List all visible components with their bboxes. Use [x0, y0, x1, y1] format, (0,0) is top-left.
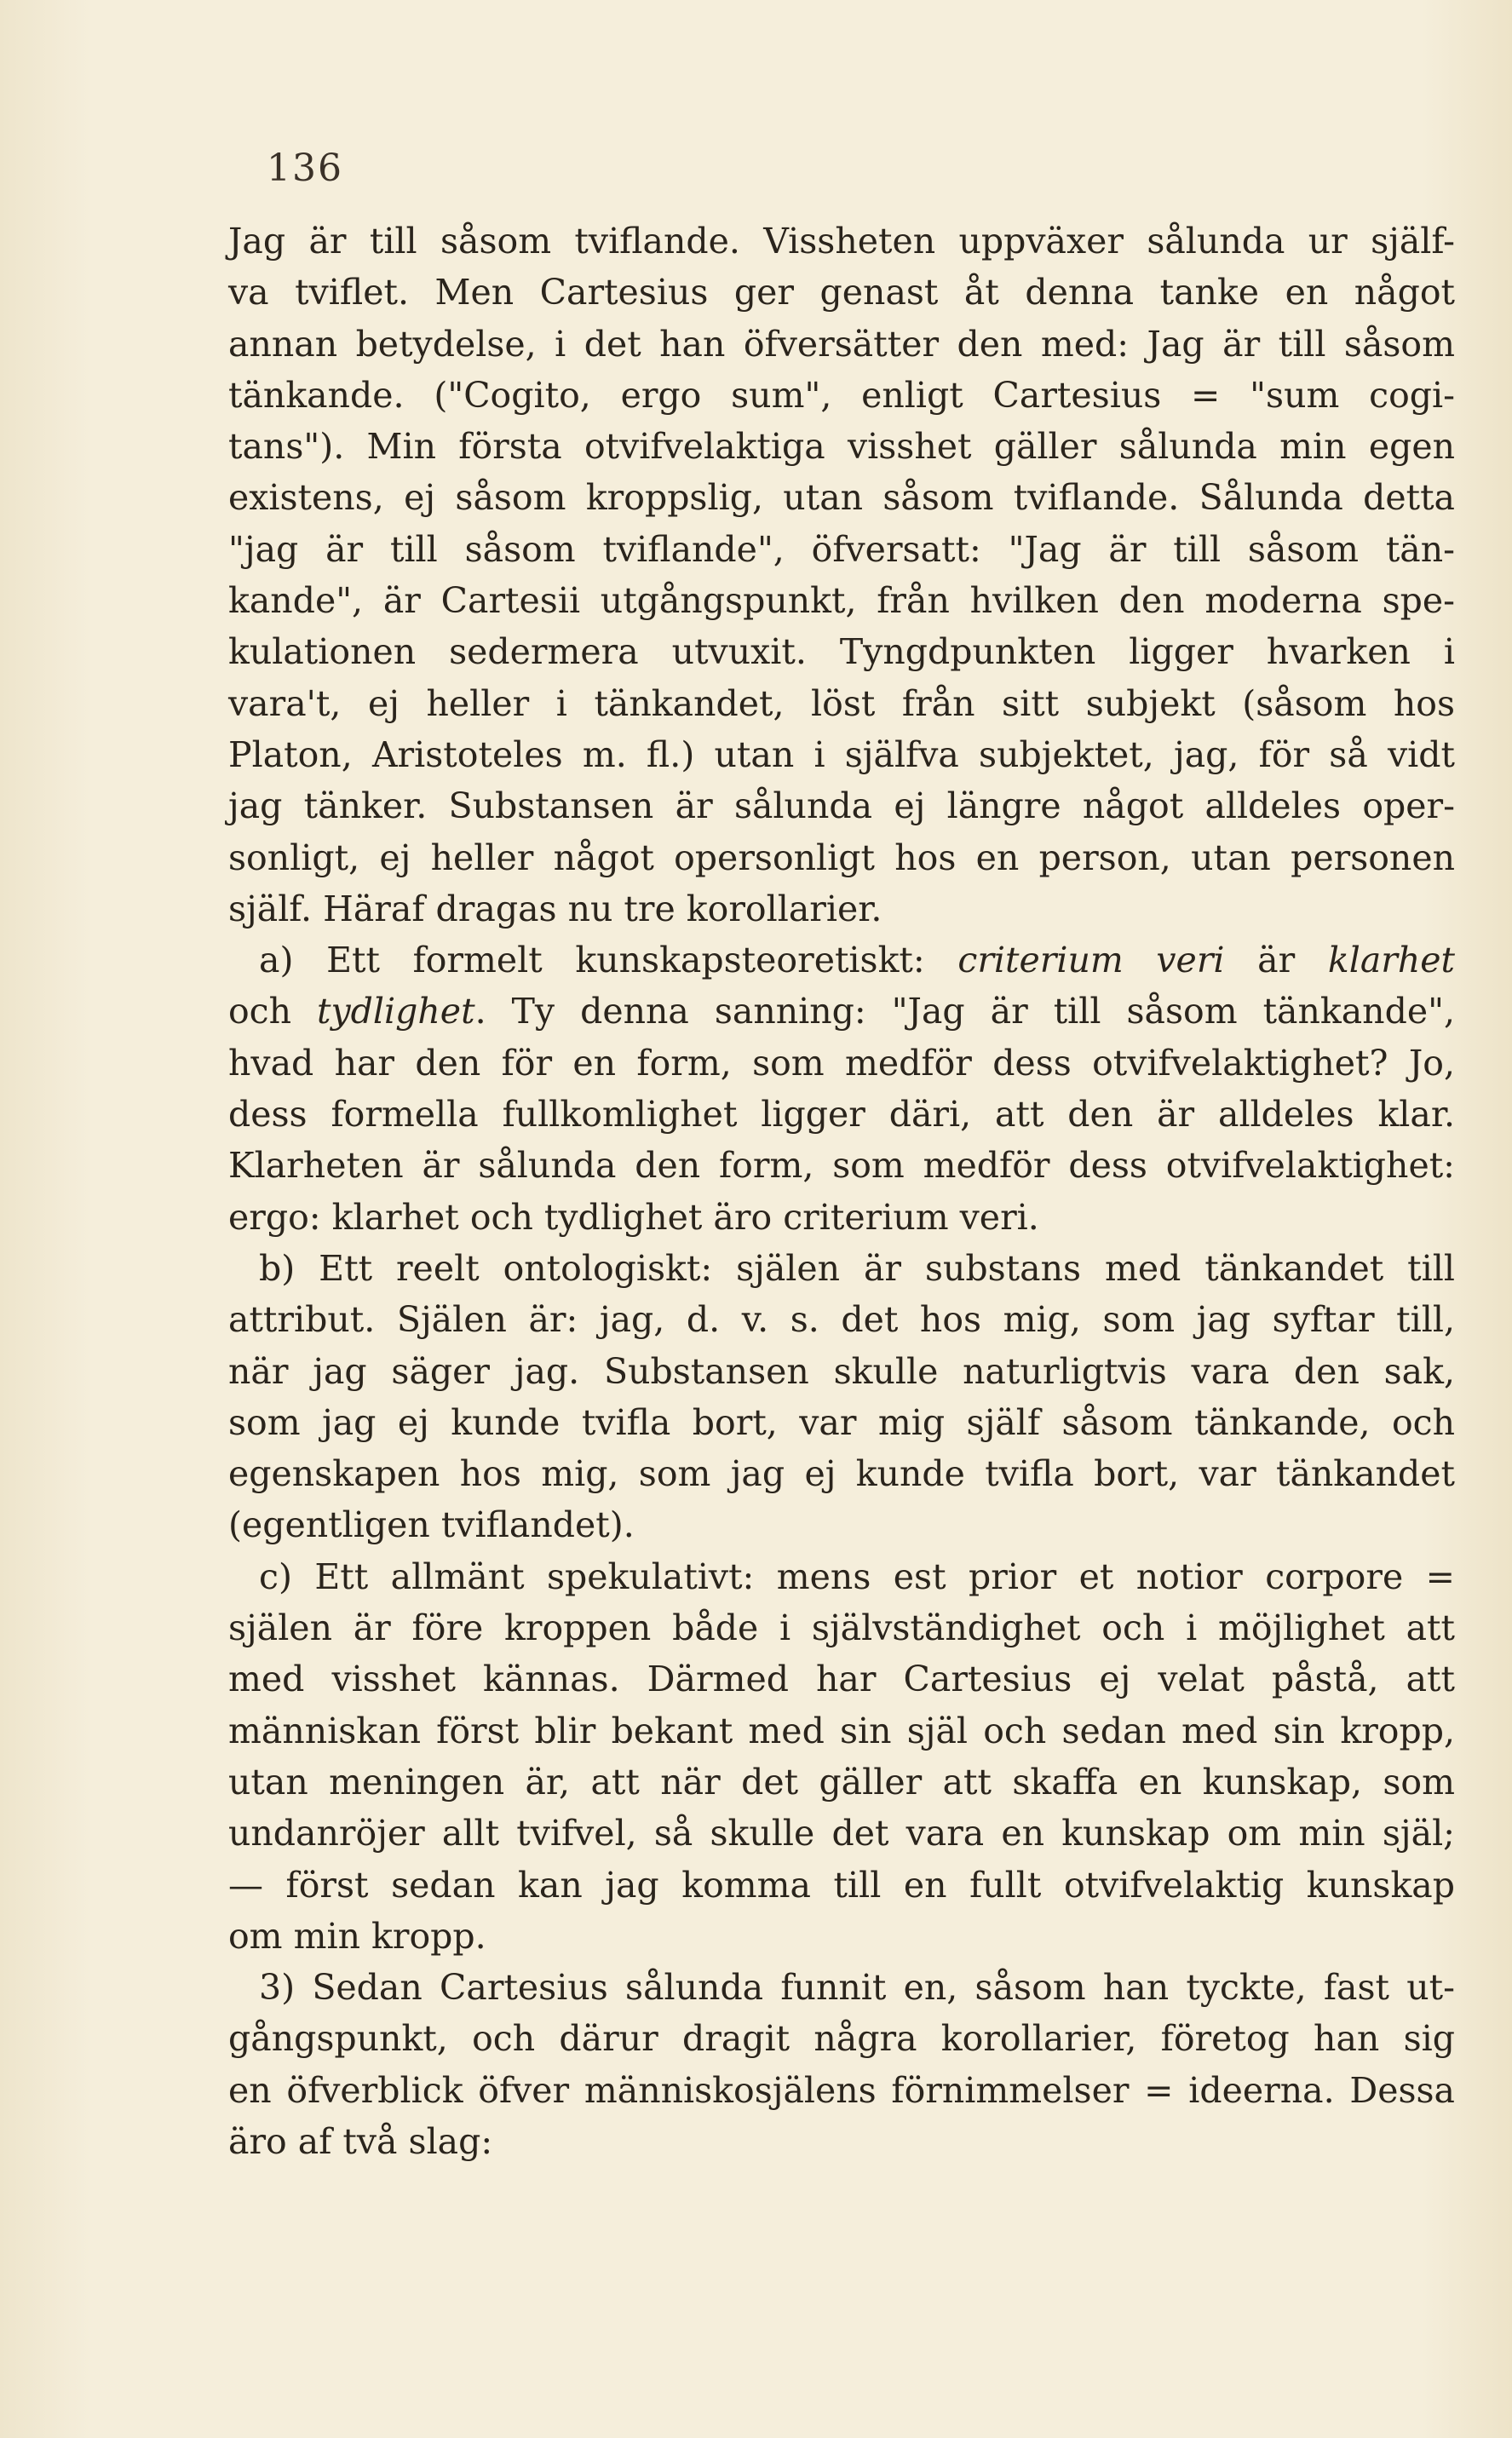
text-line: existens, ej såsom kroppslig, utan såsom tviflande. Sålunda detta — [228, 477, 1455, 519]
text-line: hvad har den för en form, som medför dess otvifvelaktighet? Jo, — [228, 1042, 1455, 1084]
text-line: ergo: klarhet och tydlighet äro criterium veri. — [228, 1196, 1039, 1238]
italic-term: tydlighet — [317, 991, 475, 1032]
text-line: (egentligen tviflandet). — [228, 1504, 635, 1546]
text-line: egenskapen hos mig, som jag ej kunde tvifla bort, var tänkandet — [228, 1453, 1455, 1495]
italic-term: klarhet — [1327, 940, 1456, 981]
text-line: kande", är Cartesii utgångspunkt, från hvilken den moderna spe- — [228, 580, 1455, 622]
text-line: med visshet kännas. Därmed har Cartesius ej velat påstå, att — [228, 1659, 1455, 1700]
text-line: 3) Sedan Cartesius sålunda funnit en, såsom han tyckte, fast ut- — [259, 1967, 1455, 2009]
italic-term: criterium veri — [957, 940, 1225, 981]
text-line: när jag säger jag. Substansen skulle naturligtvis vara den sak, — [228, 1350, 1455, 1392]
text-line: kulationen sedermera utvuxit. Tyngdpunkten ligger hvarken i — [228, 631, 1455, 673]
text-line: och tydlighet. Ty denna sanning: "Jag är till såsom tänkande", — [228, 991, 1455, 1032]
text-line: undanröjer allt tvifvel, så skulle det vara en kunskap om min själ; — [228, 1813, 1455, 1854]
text-line: en öfverblick öfver människosjälens förnimmelser = ideerna. Dessa — [228, 2069, 1455, 2111]
text-line: sonligt, ej heller något opersonligt hos en person, utan personen — [228, 837, 1455, 878]
text-line: a) Ett formelt kunskapsteoretiskt: criterium veri är klarhet — [259, 940, 1456, 981]
text-line: utan meningen är, att när det gäller att skaffa en kunskap, som — [228, 1761, 1455, 1803]
text-line: gångspunkt, och därur dragit några korollarier, företog han sig — [228, 2018, 1455, 2060]
text-line: tans"). Min första otvifvelaktiga visshet gäller sålunda min egen — [228, 426, 1455, 468]
text-line: människan först blir bekant med sin själ och sedan med sin kropp, — [228, 1710, 1455, 1751]
text-line: — först sedan kan jag komma till en fullt otvifvelaktig kunskap — [228, 1864, 1455, 1906]
text-line: Jag är till såsom tviflande. Vissheten uppväxer sålunda ur själf- — [228, 221, 1455, 262]
text-line: vara't, ej heller i tänkandet, löst från sitt subjekt (såsom hos — [228, 682, 1455, 724]
text-line: Klarheten är sålunda den form, som medför dess otvifvelaktighet: — [228, 1145, 1455, 1187]
text-line: om min kropp. — [228, 1915, 486, 1957]
text-line: c) Ett allmänt spekulativt: mens est prior et notior corpore = — [259, 1555, 1455, 1597]
text-line: jag tänker. Substansen är sålunda ej längre något alldeles oper- — [228, 785, 1455, 827]
text-line: själen är före kroppen både i självständighet och i möjlighet att — [228, 1607, 1455, 1649]
text-line: Platon, Aristoteles m. fl.) utan i själfva subjektet, jag, för så vidt — [228, 733, 1455, 775]
text-line: dess formella fullkomlighet ligger däri, att den är alldeles klar. — [228, 1094, 1455, 1136]
text-line: själf. Häraf dragas nu tre korollarier. — [228, 888, 882, 929]
text-line: b) Ett reelt ontologiskt: själen är substans med tänkandet till — [259, 1247, 1455, 1289]
text-line: tänkande. ("Cogito, ergo sum", enligt Cartesius = "sum cogi- — [228, 374, 1455, 416]
text-line: annan betydelse, i det han öfversätter den med: Jag är till såsom — [228, 323, 1455, 365]
text-line: som jag ej kunde tvifla bort, var mig själf såsom tänkande, och — [228, 1401, 1455, 1443]
text-line: "jag är till såsom tviflande", öfversatt: "Jag är till såsom tän- — [228, 528, 1455, 570]
text-line: äro af två slag: — [228, 2120, 493, 2162]
body-text — [228, 216, 1455, 2167]
text-line: attribut. Själen är: jag, d. v. s. det hos mig, som jag syftar till, — [228, 1299, 1455, 1341]
text-line: va tviflet. Men Cartesius ger genast åt denna tanke en något — [228, 272, 1455, 313]
page-number: 136 — [267, 147, 343, 190]
